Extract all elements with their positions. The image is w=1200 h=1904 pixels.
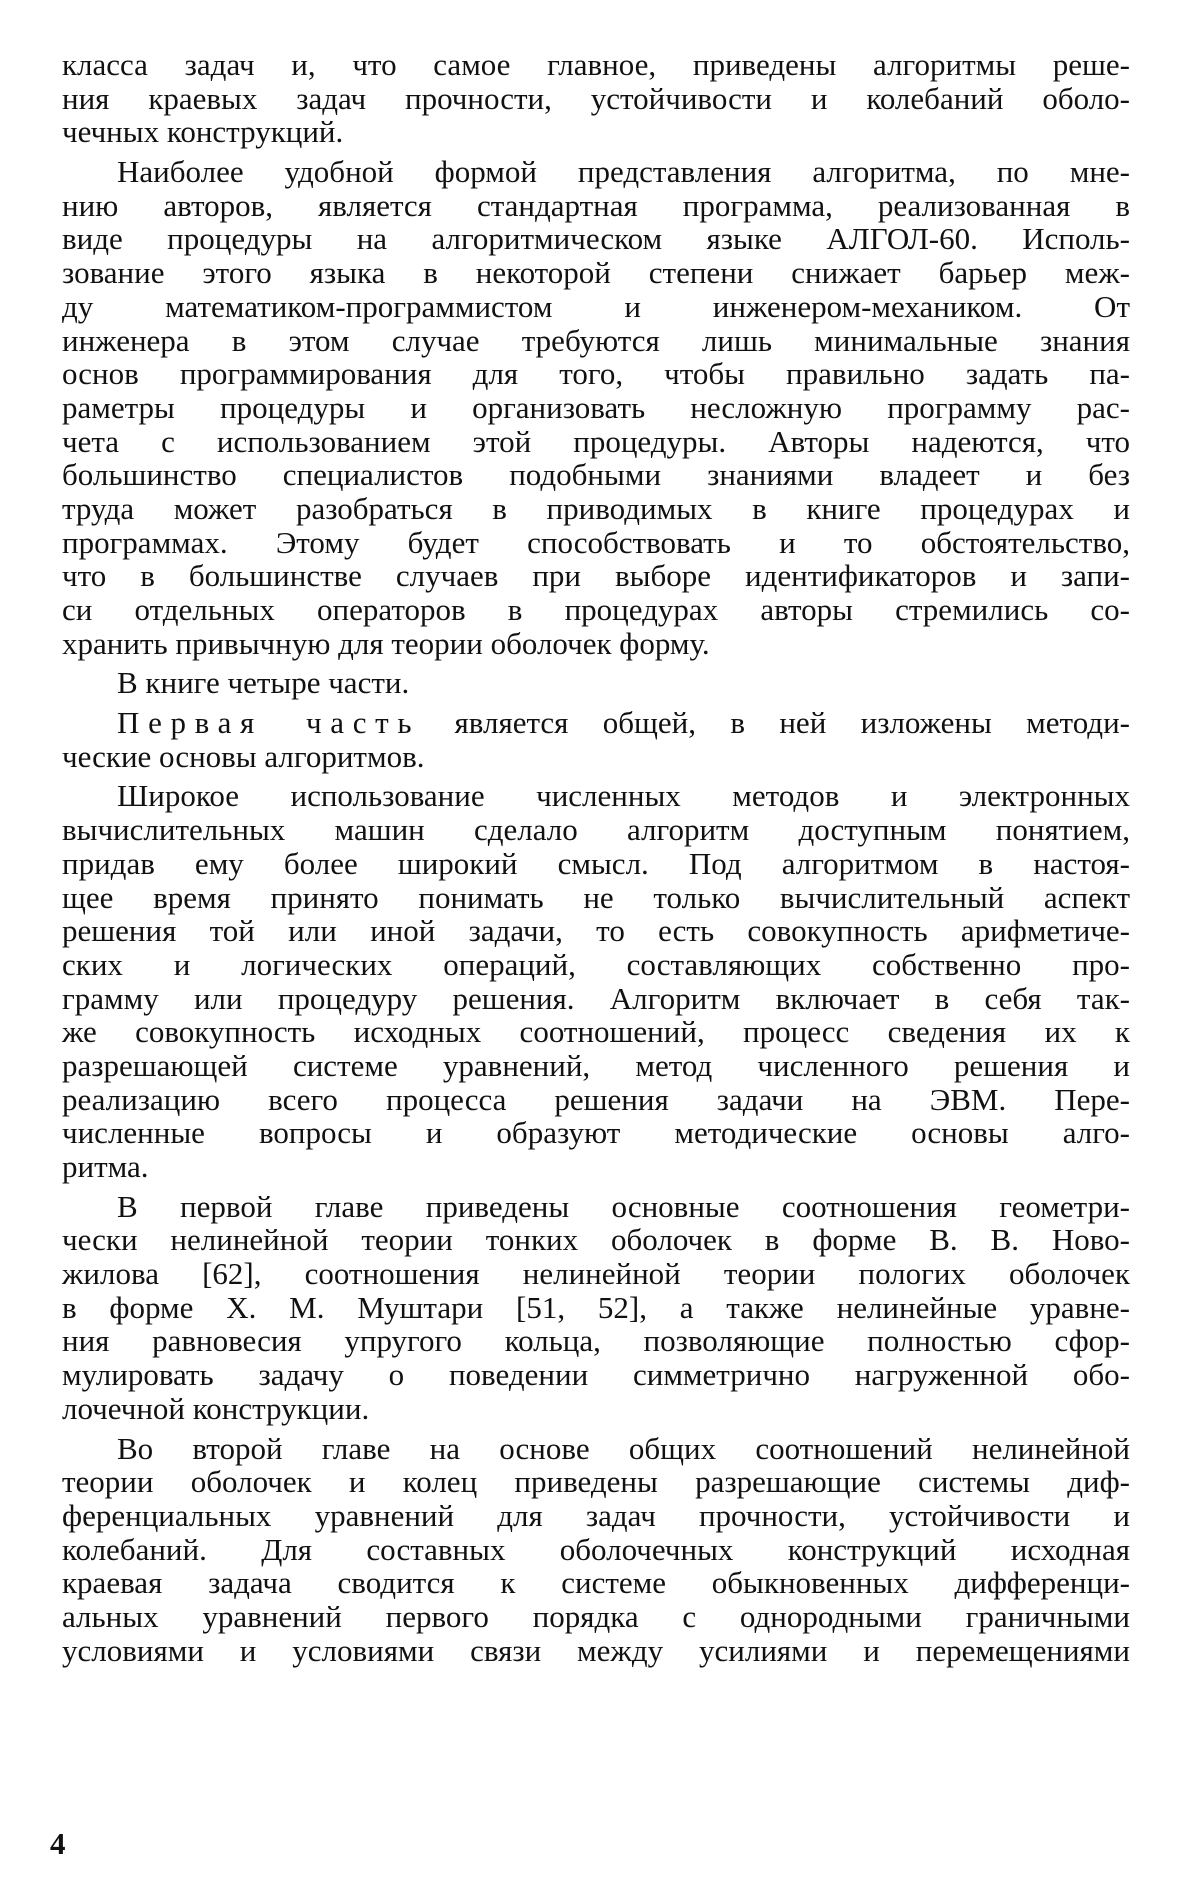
text-line xyxy=(62,706,1130,740)
paragraph-1 xyxy=(62,48,1130,149)
text-line: Во второй главе на основе общих соотношений нелинейной xyxy=(117,1430,1130,1466)
text-line: разрешающей системе уравнений, метод численного решения и xyxy=(62,1047,1130,1083)
text-line: виде процедуры на алгоритмическом языке АЛГОЛ-60. Исполь- xyxy=(62,221,1130,257)
text-line: раметры процедуры и организовать несложную программу рас- xyxy=(62,389,1130,425)
text-line: щее время принято понимать не только вычислительный аспект xyxy=(62,879,1130,915)
text-line: ду математиком-программистом и инженером-механиком. От xyxy=(62,288,1130,324)
paragraph-6 xyxy=(62,1190,1130,1426)
text-line: придав ему более широкий смысл. Под алгоритмом в настоя- xyxy=(62,845,1130,881)
text-line: зование этого языка в некоторой степени снижает барьер меж- xyxy=(62,255,1130,291)
text-line: грамму или процедуру решения. Алгоритм включает в себя так- xyxy=(62,980,1130,1016)
text-line: же совокупность исходных соотношений, процесс сведения их к xyxy=(62,1014,1130,1050)
text-line: колебаний. Для составных оболочечных конструкций исходная xyxy=(62,1531,1130,1567)
text-line: теории оболочек и колец приведены разрешающие системы диф- xyxy=(62,1464,1130,1500)
paragraph-5 xyxy=(62,779,1130,1183)
text-line: Широкое использование численных методов и электронных xyxy=(117,778,1130,814)
text-line: чета с использованием этой процедуры. Авторы надеются, что xyxy=(62,423,1130,459)
text-line: В первой главе приведены основные соотношения геометри- xyxy=(117,1188,1130,1224)
text-line: чечных конструкций. xyxy=(62,114,344,150)
text-line: ческие основы алгоритмов. xyxy=(62,738,425,774)
text-line: си отдельных операторов в процедурах авторы стремились со- xyxy=(62,592,1130,627)
text-line: большинство специалистов подобными знаниями владеет и без xyxy=(62,457,1130,493)
text-line: Наиболее удобной формой представления алгоритма, по мне- xyxy=(117,154,1130,190)
text-line: численные вопросы и образуют методические основы алго- xyxy=(62,1115,1130,1151)
text-line: условиями и условиями связи между усилиями и перемещениями xyxy=(62,1632,1130,1668)
text-line: нию авторов, является стандартная программа, реализованная в xyxy=(62,187,1130,223)
text-line: чески нелинейной теории тонких оболочек в форме В. В. Ново- xyxy=(62,1222,1130,1258)
text-line: в форме Х. М. Муштари [51, 52], а также нелинейные уравне- xyxy=(62,1289,1130,1325)
text-line: ритма. xyxy=(62,1149,149,1184)
page-body xyxy=(62,48,1130,1673)
text-line: инженера в этом случае требуются лишь минимальные знания xyxy=(62,322,1130,358)
text-line: класса задач и, что самое главное, приведены алгоритмы реше- xyxy=(62,47,1130,82)
paragraph-3 xyxy=(62,666,1130,700)
text-line: вычислительных машин сделало алгоритм доступным понятием, xyxy=(62,812,1130,848)
text-line: хранить привычную для теории оболочек форму. xyxy=(62,625,710,661)
text-line: реализацию всего процесса решения задачи на ЭВМ. Пере- xyxy=(62,1081,1130,1117)
text-line: ференциальных уравнений для задач прочности, устойчивости и xyxy=(62,1497,1130,1533)
text-line: лочечной конструкции. xyxy=(62,1390,370,1426)
text-line: мулировать задачу о поведении симметрично нагруженной обо- xyxy=(62,1357,1130,1393)
text-line: альных уравнений первого порядка с однородными граничными xyxy=(62,1598,1130,1634)
text-line: труда может разобраться в приводимых в книге процедурах и xyxy=(62,490,1130,526)
text-fragment: является общей, в ней изложены методи- xyxy=(420,705,1130,741)
text-line: В книге четыре части. xyxy=(117,665,410,701)
page-number: 4 xyxy=(50,1826,66,1861)
text-line: программах. Этому будет способствовать и то обстоятельство, xyxy=(62,524,1130,560)
paragraph-7 xyxy=(62,1432,1130,1668)
text-line: ских и логических операций, составляющих собственно про- xyxy=(62,946,1130,982)
text-line: ния краевых задач прочности, устойчивости и колебаний оболо- xyxy=(62,80,1130,116)
spaced-emphasis: Первая часть xyxy=(117,705,421,741)
text-line: краевая задача сводится к системе обыкновенных дифференци- xyxy=(62,1565,1130,1601)
text-line: что в большинстве случаев при выборе идентификаторов и запи- xyxy=(62,558,1130,594)
paragraph-4 xyxy=(62,706,1130,773)
text-line: ния равновесия упругого кольца, позволяющие полностью сфор- xyxy=(62,1323,1130,1359)
text-line: жилова [62], соотношения нелинейной теории пологих оболочек xyxy=(62,1256,1130,1292)
text-line: основ программирования для того, чтобы правильно задать па- xyxy=(62,356,1130,392)
paragraph-2 xyxy=(62,155,1130,660)
text-line: решения той или иной задачи, то есть совокупность арифметиче- xyxy=(62,913,1130,949)
